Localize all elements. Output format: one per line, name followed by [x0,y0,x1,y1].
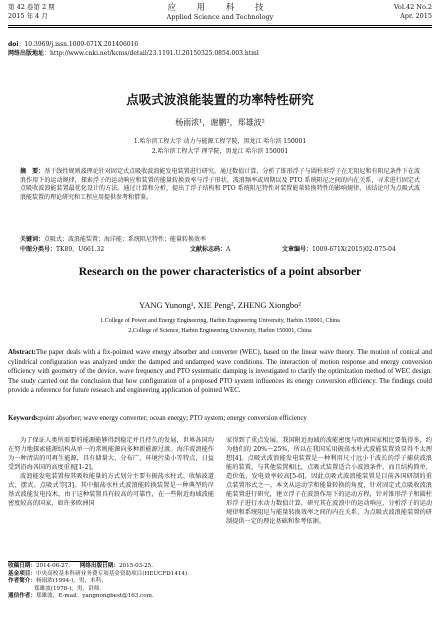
header-issue-en [394,3,432,21]
footnote-corresponding [8,593,214,601]
doc-code-value: A [226,246,231,253]
author-bio-1: 杨雨浓(1994-)，男，本科； [35,578,107,585]
body-column-right [226,436,432,526]
received-label: 收稿日期： [8,563,36,569]
affiliation-zh-1: 1.哈尔滨工程大学 动力与能源工程学院，黑龙江 哈尔滨 150001 [133,138,307,145]
article-no-label: 文章编号： [282,246,313,253]
header-volume-en: Vol.42 No.2 [393,3,432,11]
title-en: Research on the power characteristics of a point absorber [78,266,362,278]
doi-value[interactable]: ：10.3969/j.issn.1009-671X.201406016 [18,41,139,48]
title-zh: 点吸式波浪能装置的功率特性研究 [126,92,314,107]
doi-line [8,41,432,49]
authors-zh: 杨雨浓¹，谢鹏²，郑雄波² [175,118,265,127]
corresponding-value[interactable]: 郑雄波，E-mail：yangnongbest@163.com. [35,593,154,600]
header-journal [8,3,432,22]
keywords-en-text: point absorber; wave energy converter; ocean energy; PTO system; energy conversion efficiency [40,415,307,422]
footnote [8,563,214,601]
abstract-zh-text: 基于线性规则波理论针对固定式点吸收波浪能发电装置进行研究。通过数值计算，分析了锥形浮子与圆柱形浮子在无阻尼和有阻尼条件下在波浪作用下的运动规律，探索浮子的运动响应和装置的能量转换效率与浮子形状、波浪频率或周期以及 PTO 系统阻尼之间的内在关系，寻求进行固定式点吸收波浪能装置最优化设计的方法。通过计算和分析，提出了浮子结构和 PTO 系统阻尼特性对装置能量转换特性的影响规律，该结论可为点吸式波浪能装置的理论研究和工程应用提供参考和借鉴。 [20,168,420,201]
abstract-en-label: Abstract: [8,349,36,356]
online-date: 2015-03-25. [118,563,153,569]
footnote-dates [8,563,214,571]
author-bio-label: 作者简介： [8,578,36,585]
body-column-left [8,436,214,508]
abstract-en [8,348,432,396]
affiliation-zh-2: 2.哈尔滨工程大学 理学院，黑龙江 哈尔滨 150001 [151,148,289,155]
doc-code-label: 文献标志码： [190,246,227,253]
body-paragraph: 为了保证人类所需要的能源能够得到稳定并且持久的发展，世界各国均在努力地探索能源结构从单一的常规能源向多种新能源过渡。海洋波浪能作为一种清洁的可再生能源，具有储量大、分布广、环境污染小等特点，日益受到沿海各国的高度重视[1-2]。 [8,437,214,471]
online-label: 网络出版日期： [79,563,119,569]
authors-en: YANG Yunong¹, XIE Peng², ZHENG Xiongbo² [139,300,301,310]
clc-value: TK89，U661.32 [56,246,105,253]
url-value[interactable]: ：http://www.cnki.net/kcms/detail/23.1191.U.20150325.0854.003.html [44,50,259,57]
affiliation-en-2: 2.College of Science, Harbin Engineering University, Harbin 150001, China [128,328,312,334]
fund-label: 基金项目： [8,570,36,577]
body-paragraph: 波浪能发电装置按其吸收能量的方式划分主要有振荡水柱式、收缩波道式、摆式、点吸式等[3]。其中振荡水柱式波浪能转换装置是一种典型的岸基式波能发电技术，由于这种装置具有较高的可靠性，在一些附近海域波能密度较高的国家，如许多欧洲国 [8,473,214,507]
keywords-en [8,414,432,423]
author-bio-2: 郑雄波(1978-)，男，讲师. [34,585,102,592]
journal-name-en: Applied Science and Technology [166,13,274,21]
article-no-value: 1009-671X(2015)02-075-04 [312,246,396,253]
fund-value: 中央高校基本科研业务费专项基金资助项目(HEUCFD1414). [35,570,189,577]
header-date: 2015 年 4 月 [8,12,48,20]
corresponding-label: 通信作者： [8,593,36,600]
clc-label: 中图分类号： [20,246,57,253]
header-rule-thin [8,27,432,28]
header-rule [8,25,432,26]
keywords-zh [20,236,420,244]
url-line [8,50,432,58]
footnote-rule [8,561,108,562]
footnote-author [8,578,214,586]
journal-name-zh: 应 用 科 技 [167,3,273,13]
body-paragraph: 家得到了重点发展。我国附近海域的波能密度与欧洲国家相比要低得多，约为他们的 20%～25%，所以在我国采用振荡水柱式波能装置效显得不太理想[4]。点吸式波浪能发电装置是一种利用尺寸远小于波长的浮子捕获波浪能的装置，与其他装置相比，点吸式装置适合小波浪条件，而且结构简单，造价低，发电效率较高[5-6]，因此点吸式波浪能装置是目前各国研制的重点装置形式之一。本文从运动学和能量转换的角度，针对固定式点吸收波浪能装置进行研究，建立浮子在波浪作用下的运动方程，针对锥形浮子和圆柱形浮子进行水动力数值计算，研究其在波浪中的运动响应，分析浮子的运动规律和系统阻尼与能量转换效率之间的内在关系，为点吸式波浪能装置的研制提供一定的理论基础和参考依据。 [226,437,432,525]
abstract-zh [20,168,420,202]
url-label: 网络出版地址 [8,50,45,57]
running-header [8,3,432,25]
keywords-zh-text: 点吸式；波浪能装置；海洋能；系统阻尼特性；能量转换效率 [44,236,207,243]
abstract-en-text: The paper deals with a fix-pointed wave energy absorber and converter (WEC), based on the linear wave theory. The motion of conical and cylindrical configuration was analyzed under the damped and undamped wave conditions. The interaction of motion response and energy conversion efficiency with geometry of the device, wave frequency and PTO systematic damping is investigated to clarify the optimization method of WEC design. The study carried out the conclusion that how configuration of a proposed PTO system influences its energy conversion efficiency. The findings could provide a reference for future research and engineering application of pointed WEC. [8,349,432,394]
doi-label: doi [8,41,19,48]
keywords-zh-label: 关键词： [20,236,45,243]
abstract-zh-label: 摘 要： [20,168,45,175]
header-volume: 第 42 卷第 2 期 [8,3,55,11]
header-date-en: Apr. 2015 [400,12,432,20]
received-date: 2014-06-27. [35,563,71,569]
affiliation-en-1: 1.College of Power and Energy Engineering, Harbin Engineering University, Harbin 150001, China [100,318,340,324]
keywords-en-label: Keywords: [8,415,41,422]
